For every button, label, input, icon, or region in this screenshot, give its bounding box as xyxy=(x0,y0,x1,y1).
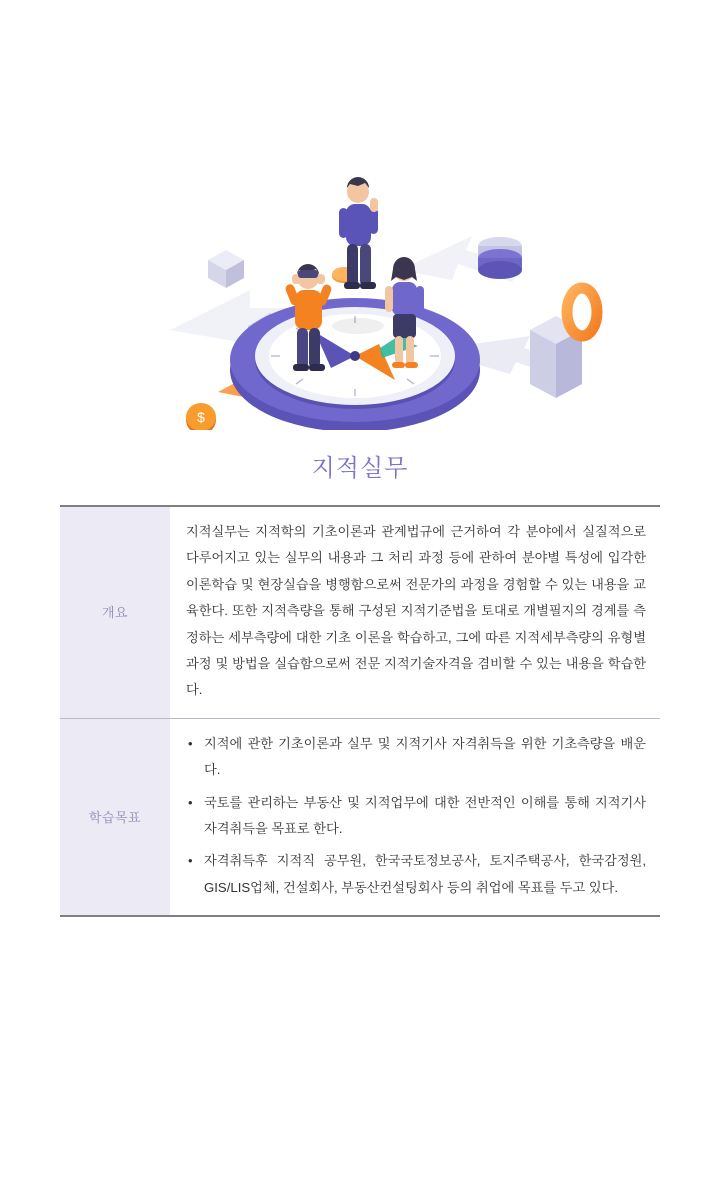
document-page xyxy=(0,140,720,1180)
row-label-overview: 개요 xyxy=(60,506,170,718)
list-item: • 자격취득후 지적직 공무원, 한국국토정보공사, 토지주택공사, 한국감정원, GIS/LIS업체, 건설회사, 부동산컨설팅회사 등의 취업에 목표를 두고 있다. xyxy=(186,848,646,901)
objectives-list xyxy=(186,731,646,901)
overview-paragraph: 지적실무는 지적학의 기초이론과 관계법규에 근거하여 각 분야에서 실질적으로 다루어지고 있는 실무의 내용과 그 처리 과정 등에 관하여 분야별 특성에 입각한 이론학습 및 현장실습을 병행함으로써 전문가의 과정을 경험할 수 있는 내용을 교육한다. 또한 지적측량을 통해 구성된 지적기준법을 토대로 개별필지의 경계를 측정하는 세부측량에 대한 기초 이론을 학습하고, 그에 따른 지적세부측량의 유형별 과정 및 방법을 실습함으로써 전문 지적기술자격을 겸비할 수 있는 내용을 학습한다. xyxy=(186,524,646,698)
row-content-overview xyxy=(170,506,660,718)
svg-text:$: $ xyxy=(197,409,205,425)
row-content-objectives xyxy=(170,718,660,916)
list-item: • 국토를 관리하는 부동산 및 지적업무에 대한 전반적인 이해를 통해 지적기사 자격취득을 목표로 한다. xyxy=(186,790,646,843)
table-row xyxy=(60,718,660,916)
table-row xyxy=(60,506,660,718)
page-title: 지적실무 xyxy=(311,455,409,482)
row-label-objectives: 학습목표 xyxy=(60,718,170,916)
compass-team-illustration xyxy=(0,140,720,440)
course-info-table xyxy=(60,505,660,917)
list-item: • 지적에 관한 기초이론과 실무 및 지적기사 자격취득을 위한 기초측량을 배운다. xyxy=(186,731,646,784)
